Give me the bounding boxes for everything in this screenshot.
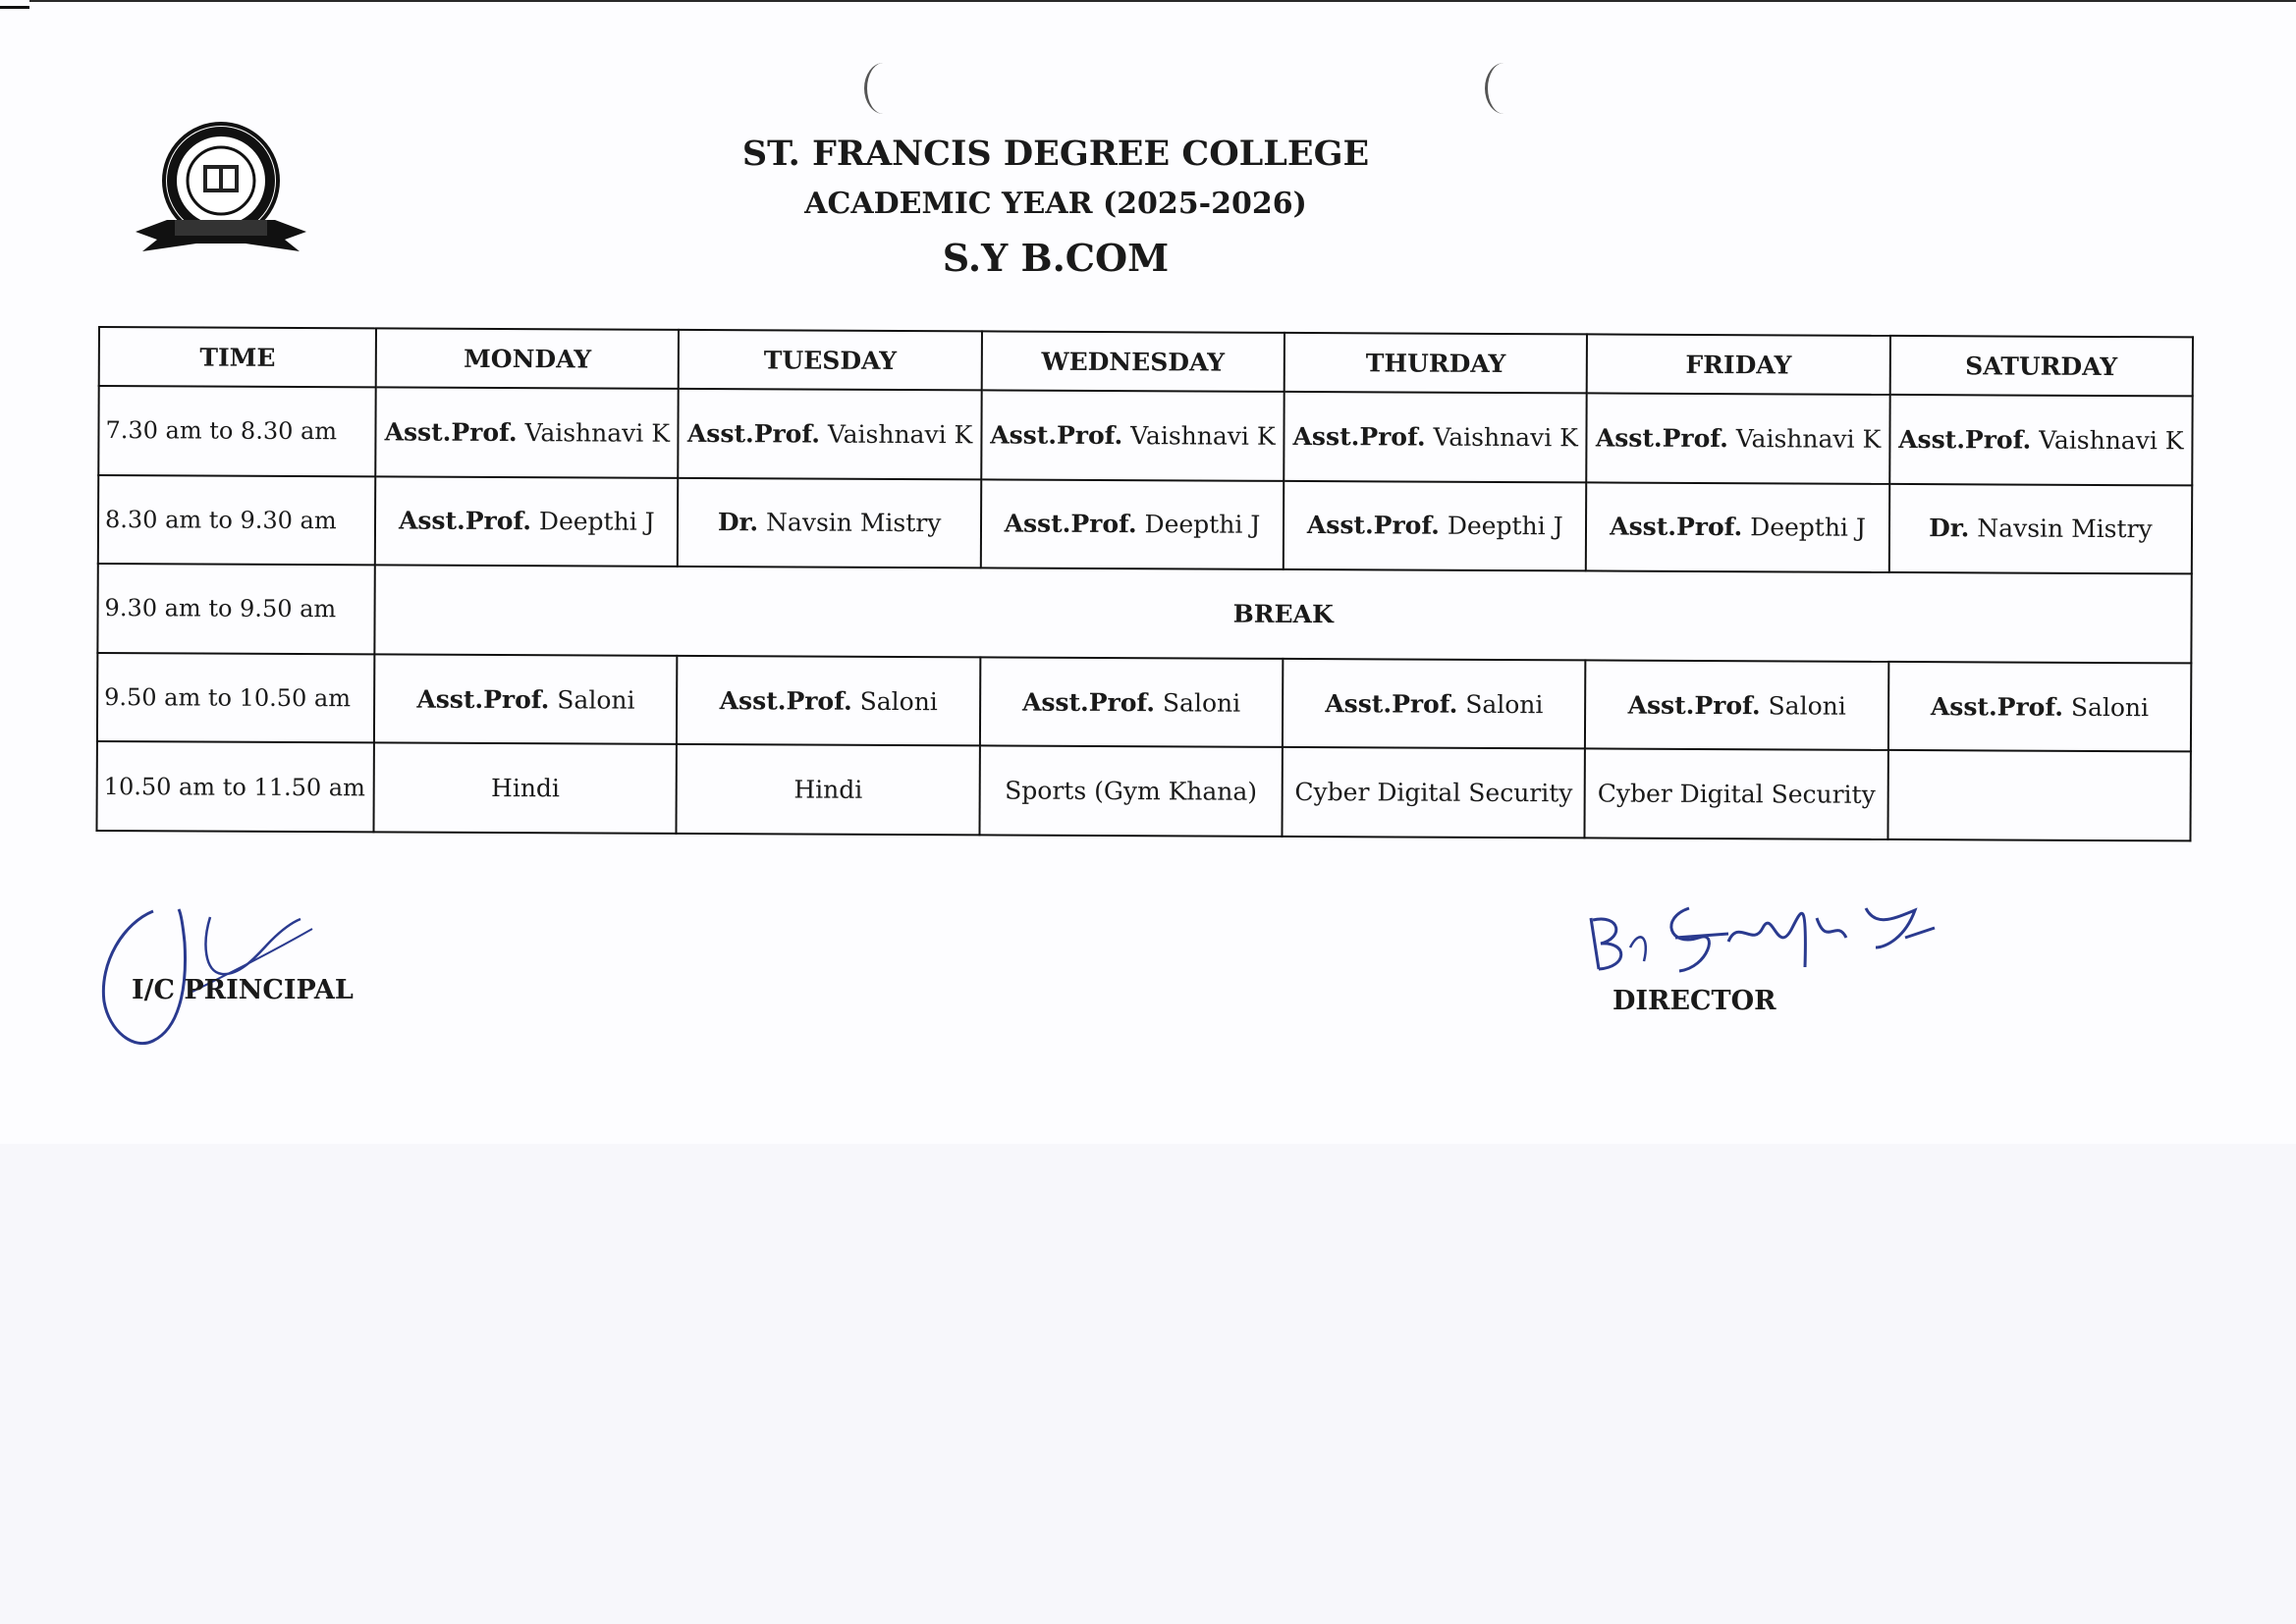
teacher-name: Saloni [557, 684, 635, 715]
lecture-cell [1585, 660, 1888, 750]
table-row [98, 386, 2192, 485]
teacher-name: Deepthi J [1750, 513, 1867, 543]
column-header: THURDAY [1285, 333, 1588, 394]
time-slot: 7.30 am to 8.30 am [98, 386, 376, 476]
lecture-cell [980, 657, 1284, 747]
teacher-title: Asst.Prof. [416, 684, 550, 714]
subject-cell: Cyber Digital Security [1585, 749, 1888, 839]
director-label: DIRECTOR [1613, 986, 1777, 1016]
time-slot: 10.50 am to 11.50 am [96, 741, 374, 832]
corner-mark [0, 6, 29, 9]
teacher-title: Asst.Prof. [686, 418, 821, 449]
lecture-cell [375, 476, 679, 567]
subject-cell: Cyber Digital Security [1283, 747, 1586, 838]
teacher-title: Asst.Prof. [398, 506, 532, 536]
column-header: MONDAY [376, 328, 680, 389]
teacher-title: Asst.Prof. [1627, 690, 1761, 720]
teacher-name: Saloni [1465, 689, 1544, 719]
teacher-name: Vaishnavi K [524, 417, 671, 448]
teacher-name: Deepthi J [538, 507, 655, 537]
class-name: S.Y B.COM [942, 236, 1170, 280]
table-row [96, 741, 2190, 840]
punch-hole-left [864, 63, 902, 114]
lecture-cell [678, 477, 981, 568]
lecture-cell [1586, 482, 1889, 572]
teacher-title: Dr. [717, 508, 759, 537]
teacher-title: Asst.Prof. [1930, 691, 2064, 722]
lecture-cell [374, 654, 678, 744]
lecture-cell [1587, 393, 1890, 483]
column-header: TIME [99, 327, 376, 387]
teacher-name: Vaishnavi K [2039, 425, 2184, 456]
teacher-name: Vaishnavi K [827, 419, 973, 450]
teacher-name: Saloni [859, 686, 938, 716]
teacher-title: Asst.Prof. [1898, 424, 2032, 455]
time-slot: 8.30 am to 9.30 am [98, 475, 376, 566]
lecture-cell [1283, 659, 1586, 749]
teacher-title: Asst.Prof. [990, 420, 1123, 450]
teacher-name: Saloni [2070, 692, 2150, 722]
lecture-cell [981, 479, 1285, 569]
teacher-title: Asst.Prof. [1021, 687, 1156, 717]
teacher-title: Dr. [1929, 514, 1970, 543]
teacher-name: Vaishnavi K [1130, 420, 1276, 451]
lecture-cell [1889, 395, 2193, 485]
teacher-title: Asst.Prof. [1004, 509, 1137, 539]
teacher-name: Navsin Mistry [1977, 514, 2153, 544]
subject-cell: Hindi [677, 744, 980, 835]
top-edge-rule [29, 0, 2296, 2]
principal-label: I/C PRINCIPAL [132, 975, 354, 1005]
teacher-name: Navsin Mistry [766, 508, 942, 538]
subject-cell: Hindi [374, 743, 678, 834]
director-signature [1581, 879, 1954, 987]
college-name: ST. FRANCIS DEGREE COLLEGE [741, 134, 1370, 174]
table-row [97, 653, 2191, 752]
break-cell: BREAK [375, 566, 2192, 664]
column-header: FRIDAY [1587, 334, 1890, 395]
lecture-cell [677, 656, 980, 746]
column-header: SATURDAY [1889, 336, 2193, 397]
time-slot: 9.30 am to 9.50 am [97, 564, 375, 654]
teacher-title: Asst.Prof. [384, 417, 518, 447]
lecture-cell [375, 387, 679, 477]
lecture-cell [981, 390, 1285, 480]
table-row [97, 564, 2191, 663]
punch-hole-right [1485, 63, 1523, 114]
lecture-cell [1889, 484, 2193, 574]
teacher-title: Asst.Prof. [1306, 511, 1440, 541]
teacher-name: Saloni [1162, 687, 1241, 718]
teacher-title: Asst.Prof. [1325, 688, 1458, 719]
lecture-cell [679, 389, 982, 479]
teacher-title: Asst.Prof. [1610, 512, 1743, 542]
principal-signature [94, 884, 330, 1060]
lecture-cell [1284, 392, 1587, 482]
teacher-name: Deepthi J [1144, 510, 1261, 540]
lecture-cell [1888, 662, 2192, 752]
teacher-name: Vaishnavi K [1433, 422, 1578, 453]
lecture-cell [1284, 480, 1587, 570]
subject-cell [1887, 750, 2191, 840]
teacher-name: Deepthi J [1447, 512, 1563, 541]
teacher-name: Vaishnavi K [1735, 423, 1882, 454]
time-slot: 9.50 am to 10.50 am [97, 653, 375, 743]
teacher-title: Asst.Prof. [1292, 421, 1426, 452]
timetable-header-row [99, 327, 2193, 396]
teacher-name: Saloni [1768, 690, 1846, 721]
table-row [98, 475, 2192, 574]
column-header: WEDNESDAY [981, 331, 1285, 392]
teacher-title: Asst.Prof. [719, 685, 852, 716]
teacher-title: Asst.Prof. [1595, 423, 1728, 453]
academic-year: ACADEMIC YEAR (2025-2026) [804, 187, 1307, 221]
timetable [95, 326, 2194, 841]
column-header: TUESDAY [679, 330, 982, 391]
subject-cell: Sports (Gym Khana) [979, 746, 1283, 837]
